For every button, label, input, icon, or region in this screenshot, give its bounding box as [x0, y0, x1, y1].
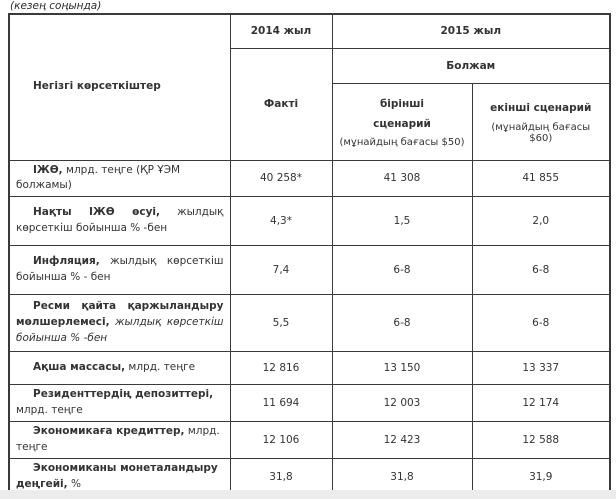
row-label: Ресми қайта қаржыландыру мөлшерлемесі, жылдық көрсеткіш бойынша % -бен — [9, 295, 230, 352]
scenario2-value: 6-8 — [472, 295, 610, 352]
scenario-2-note: (мұнайдың бағасы $60) — [491, 121, 591, 144]
table-row-resident-deposits — [9, 385, 610, 422]
header-scenario-1 — [332, 83, 472, 160]
fact-value: 7,4 — [230, 246, 332, 295]
fact-value: 31,8 — [230, 458, 332, 496]
indicators-table — [8, 13, 611, 497]
scenario2-value: 41 855 — [472, 160, 610, 197]
table-row-refinancing-rate — [9, 295, 610, 352]
fact-value: 40 258* — [230, 160, 332, 197]
fact-value: 12 816 — [230, 352, 332, 385]
scenario1-value: 6-8 — [332, 295, 472, 352]
scenario1-value: 41 308 — [332, 160, 472, 197]
table-row-gdp — [9, 160, 610, 197]
table-row-inflation — [9, 246, 610, 295]
header-row-years — [9, 14, 610, 48]
scenario-1-title: бірінші сценарий — [373, 97, 431, 130]
row-label: Экономиканы монеталандыру деңгейі, % — [9, 458, 230, 496]
fact-value: 4,3* — [230, 197, 332, 246]
scenario-1-note: (мұнайдың бағасы $50) — [339, 137, 465, 149]
header-forecast: Болжам — [332, 48, 610, 83]
row-label: ІЖӨ, млрд. теңге (ҚР ҰЭМ болжамы) — [9, 160, 230, 197]
scenario2-value: 12 174 — [472, 385, 610, 422]
scenario2-value: 12 588 — [472, 422, 610, 459]
header-scenario-2 — [472, 83, 610, 160]
fact-value: 5,5 — [230, 295, 332, 352]
scenario2-value: 2,0 — [472, 197, 610, 246]
row-label: Резиденттердің депозиттері, млрд. теңге — [9, 385, 230, 422]
scenario2-value: 13 337 — [472, 352, 610, 385]
scenario-2-title: екінші сценарий — [490, 102, 592, 115]
row-label: Нақты ІЖӨ өсуі, жылдық көрсеткіш бойынша % -бен — [9, 197, 230, 246]
scenario1-value: 6-8 — [332, 246, 472, 295]
scenario1-value: 12 423 — [332, 422, 472, 459]
page-bottom-strip — [0, 490, 616, 499]
header-year-2014: 2014 жыл — [230, 14, 332, 48]
scenario2-value: 31,9 — [472, 458, 610, 496]
scenario1-value: 31,8 — [332, 458, 472, 496]
fact-value: 11 694 — [230, 385, 332, 422]
table-row-real-gdp-growth — [9, 197, 610, 246]
table-row-credits-to-economy — [9, 422, 610, 459]
scenario1-value: 1,5 — [332, 197, 472, 246]
header-year-2015: 2015 жыл — [332, 14, 610, 48]
scenario1-value: 13 150 — [332, 352, 472, 385]
fact-value: 12 106 — [230, 422, 332, 459]
table-caption: (кезең соңында) — [10, 0, 102, 12]
scenario2-value: 6-8 — [472, 246, 610, 295]
row-label: Инфляция, жылдық көрсеткіш бойынша % - бен — [9, 246, 230, 295]
scenario1-value: 12 003 — [332, 385, 472, 422]
header-fact: Факті — [230, 48, 332, 160]
header-indicators: Негізгі көрсеткіштер — [9, 14, 230, 160]
row-label: Экономикаға кредиттер, млрд. теңге — [9, 422, 230, 459]
row-label: Ақша массасы, млрд. теңге — [9, 352, 230, 385]
table-row-money-supply — [9, 352, 610, 385]
